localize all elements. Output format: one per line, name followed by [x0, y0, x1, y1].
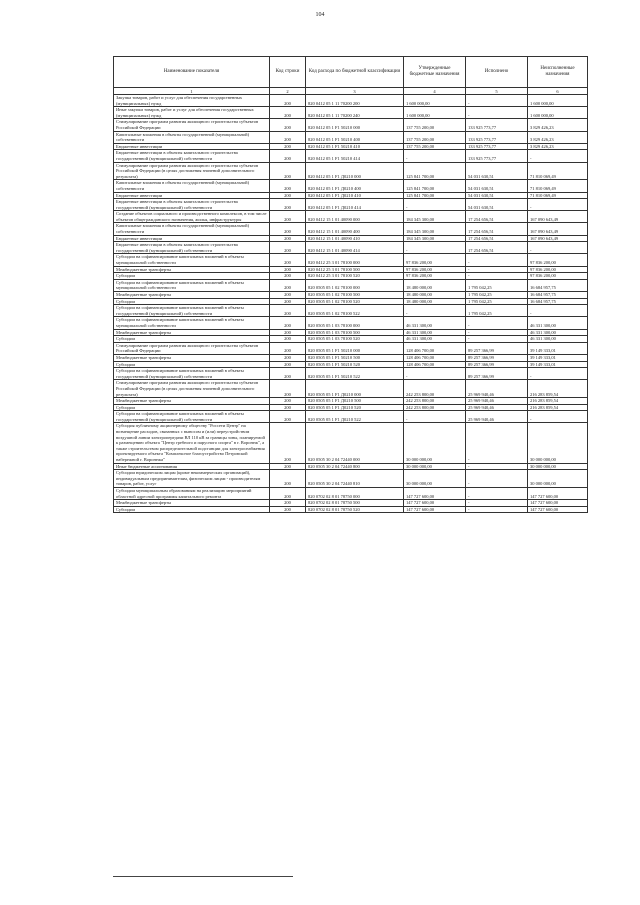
- approved-amount-cell: -: [404, 368, 466, 380]
- indicator-name-cell: Субсидии на софинансирование капитальных вложений в объекты муниципальной собственности: [114, 317, 270, 329]
- approved-amount-cell: 18 480 000,00: [404, 292, 466, 299]
- budget-code-cell: 820 0412 25 3 01 78100 500: [306, 266, 404, 273]
- budget-code-cell: 820 0505 05 1 F1 Д0210 000: [306, 380, 404, 398]
- line-code-cell: 200: [270, 488, 306, 500]
- indicator-name-cell: Субсидии на софинансирование капитальных вложений в объекты государственной (муниципальной) собственности: [114, 305, 270, 317]
- budget-code-cell: 820 0412 15 1 01 40090 400: [306, 223, 404, 235]
- table-row: [114, 199, 588, 211]
- indicator-name-cell: Бюджетные инвестиции: [114, 235, 270, 242]
- budget-code-cell: 820 0505 05 1 F1 50210 500: [306, 354, 404, 361]
- table-row: [114, 411, 588, 423]
- approved-amount-cell: 18 480 000,00: [404, 298, 466, 305]
- executed-amount-cell: 133 925 773,77: [466, 150, 528, 162]
- approved-amount-cell: 46 331 300,00: [404, 329, 466, 336]
- unexecuted-amount-cell: 97 836 200,00: [528, 266, 588, 273]
- line-code-cell: 200: [270, 380, 306, 398]
- indicator-name-cell: Субсидии на софинансирование капитальных вложений в объекты муниципальной собственности: [114, 254, 270, 266]
- table-row: [114, 223, 588, 235]
- approved-amount-cell: 147 727 600,00: [404, 500, 466, 507]
- indicator-name-cell: Стимулирование программ развития жилищного строительства субъектов Российской Федерации: [114, 342, 270, 354]
- approved-amount-cell: 30 000 000,00: [404, 470, 466, 488]
- approved-amount-cell: 184 345 300,00: [404, 235, 466, 242]
- budget-code-cell: 820 0505 05 1 F1 Д0210 520: [306, 404, 404, 411]
- table-row: [114, 211, 588, 223]
- table-row: [114, 336, 588, 343]
- table-row: [114, 107, 588, 119]
- header-approved: Утвержденные бюджетные назначения: [404, 57, 466, 88]
- table-row: [114, 305, 588, 317]
- table-row: [114, 368, 588, 380]
- indicator-name-cell: Межбюджетные трансферты: [114, 292, 270, 299]
- executed-amount-cell: -: [466, 423, 528, 463]
- unexecuted-amount-cell: 39 149 333,01: [528, 361, 588, 368]
- approved-amount-cell: -: [404, 305, 466, 317]
- indicator-name-cell: Бюджетные инвестиции в объекты капитального строительства государственной (муниципальной) собственности: [114, 199, 270, 211]
- executed-amount-cell: 25 969 940,46: [466, 404, 528, 411]
- table-row: [114, 361, 588, 368]
- column-number: 1: [114, 88, 270, 95]
- line-code-cell: 200: [270, 411, 306, 423]
- executed-amount-cell: 133 925 773,77: [466, 131, 528, 143]
- line-code-cell: 200: [270, 342, 306, 354]
- column-number: 5: [466, 88, 528, 95]
- unexecuted-amount-cell: 216 283 859,54: [528, 404, 588, 411]
- table-row: [114, 380, 588, 398]
- executed-amount-cell: -: [466, 506, 528, 513]
- line-code-cell: 200: [270, 506, 306, 513]
- indicator-name-cell: Капитальные вложения в объекты государственной (муниципальной) собственности: [114, 223, 270, 235]
- approved-amount-cell: 147 727 600,00: [404, 488, 466, 500]
- line-code-cell: 200: [270, 398, 306, 405]
- approved-amount-cell: 46 331 300,00: [404, 317, 466, 329]
- table-row: [114, 150, 588, 162]
- approved-amount-cell: -: [404, 411, 466, 423]
- executed-amount-cell: -: [466, 500, 528, 507]
- unexecuted-amount-cell: 71 810 069,49: [528, 162, 588, 180]
- budget-code-cell: 820 0412 05 1 F1 Д0210 410: [306, 192, 404, 199]
- indicator-name-cell: Капитальные вложения в объекты государственной (муниципальной) собственности: [114, 131, 270, 143]
- unexecuted-amount-cell: 3 829 426,23: [528, 143, 588, 150]
- executed-amount-cell: 25 969 940,46: [466, 380, 528, 398]
- budget-code-cell: 820 0505 05 1 F1 Д0210 500: [306, 398, 404, 405]
- unexecuted-amount-cell: 16 684 957,75: [528, 298, 588, 305]
- approved-amount-cell: 242 253 800,00: [404, 398, 466, 405]
- indicator-name-cell: Бюджетные инвестиции в объекты капитального строительства государственной (муниципальной) собственности: [114, 150, 270, 162]
- column-number-row: [114, 88, 588, 95]
- line-code-cell: 200: [270, 150, 306, 162]
- budget-code-cell: 820 0505 30 2 04 72440 800: [306, 463, 404, 470]
- executed-amount-cell: 89 257 366,99: [466, 342, 528, 354]
- line-code-cell: 200: [270, 361, 306, 368]
- unexecuted-amount-cell: 3 829 426,23: [528, 119, 588, 131]
- table-row: [114, 242, 588, 254]
- indicator-name-cell: Межбюджетные трансферты: [114, 398, 270, 405]
- indicator-name-cell: Субсидия публичному акционерному обществу "Россети Центр" на возмещение расходов, связанных с выносом и (или) переустройством воздушной линии электропередачи ВЛ 110 кВ за границы зоны, планируемой к размещению объекта "Центр гребного и парусного спорта" в г. Воронеж", а также строительством распределительной подстанции для электроснабжения проектируемого объекта "Комплексное благоустройство Петровской набережной г. Воронежа": [114, 423, 270, 463]
- unexecuted-amount-cell: 97 836 200,00: [528, 273, 588, 280]
- line-code-cell: 200: [270, 404, 306, 411]
- line-code-cell: 200: [270, 329, 306, 336]
- budget-code-cell: 820 0412 05 1 F1 Д0210 400: [306, 180, 404, 192]
- unexecuted-amount-cell: 46 331 300,00: [528, 329, 588, 336]
- executed-amount-cell: 25 969 940,46: [466, 398, 528, 405]
- approved-amount-cell: 242 253 800,00: [404, 380, 466, 398]
- indicator-name-cell: Бюджетные инвестиции: [114, 192, 270, 199]
- unexecuted-amount-cell: 3 829 426,23: [528, 131, 588, 143]
- line-code-cell: 200: [270, 211, 306, 223]
- executed-amount-cell: 25 969 940,46: [466, 411, 528, 423]
- line-code-cell: 200: [270, 354, 306, 361]
- table-row: [114, 470, 588, 488]
- executed-amount-cell: -: [466, 488, 528, 500]
- approved-amount-cell: -: [404, 150, 466, 162]
- line-code-cell: 200: [270, 95, 306, 107]
- unexecuted-amount-cell: 167 090 643,49: [528, 235, 588, 242]
- budget-code-cell: 820 0505 05 1 02 78100 500: [306, 292, 404, 299]
- indicator-name-cell: Стимулирование программ развития жилищного строительства субъектов Российской Федерации (в целях достижения значений дополнительного результата): [114, 162, 270, 180]
- budget-execution-table: [113, 56, 588, 513]
- budget-code-cell: 820 0505 05 1 03 78100 500: [306, 329, 404, 336]
- header-line-code: Код строки: [270, 57, 306, 88]
- executed-amount-cell: -: [466, 266, 528, 273]
- budget-code-cell: 820 0505 05 1 03 78100 000: [306, 317, 404, 329]
- unexecuted-amount-cell: -: [528, 242, 588, 254]
- executed-amount-cell: -: [466, 317, 528, 329]
- line-code-cell: 200: [270, 317, 306, 329]
- indicator-name-cell: Стимулирование программ развития жилищного строительства субъектов Российской Федерации (в целях достижения значений дополнительного результата): [114, 380, 270, 398]
- unexecuted-amount-cell: -: [528, 305, 588, 317]
- header-unexecuted: Неисполненные назначения: [528, 57, 588, 88]
- line-code-cell: 200: [270, 180, 306, 192]
- executed-amount-cell: -: [466, 254, 528, 266]
- budget-code-cell: 820 0505 30 2 04 72440 810: [306, 470, 404, 488]
- indicator-name-cell: Субсидии: [114, 506, 270, 513]
- indicator-name-cell: Стимулирование программ развития жилищного строительства субъектов Российской Федерации: [114, 119, 270, 131]
- indicator-name-cell: Субсидии на софинансирование капитальных вложений в объекты государственной (муниципальной) собственности: [114, 411, 270, 423]
- executed-amount-cell: 54 031 630,51: [466, 192, 528, 199]
- approved-amount-cell: 1 600 000,00: [404, 95, 466, 107]
- indicator-name-cell: Субсидии: [114, 361, 270, 368]
- header-executed: Исполнено: [466, 57, 528, 88]
- unexecuted-amount-cell: 46 331 300,00: [528, 317, 588, 329]
- indicator-name-cell: Субсидии: [114, 273, 270, 280]
- approved-amount-cell: 97 836 200,00: [404, 254, 466, 266]
- column-number: 4: [404, 88, 466, 95]
- executed-amount-cell: -: [466, 336, 528, 343]
- column-number: 6: [528, 88, 588, 95]
- budget-code-cell: 820 0412 15 1 01 40090 414: [306, 242, 404, 254]
- line-code-cell: 200: [270, 192, 306, 199]
- table-row: [114, 192, 588, 199]
- table-row: [114, 143, 588, 150]
- line-code-cell: 200: [270, 273, 306, 280]
- executed-amount-cell: 89 257 366,99: [466, 354, 528, 361]
- line-code-cell: 200: [270, 279, 306, 291]
- unexecuted-amount-cell: 71 810 069,49: [528, 192, 588, 199]
- indicator-name-cell: Межбюджетные трансферты: [114, 500, 270, 507]
- unexecuted-amount-cell: 30 000 000,00: [528, 470, 588, 488]
- approved-amount-cell: 128 406 700,00: [404, 354, 466, 361]
- indicator-name-cell: Межбюджетные трансферты: [114, 354, 270, 361]
- executed-amount-cell: -: [466, 463, 528, 470]
- budget-code-cell: 820 0412 05 1 F1 Д0210 000: [306, 162, 404, 180]
- line-code-cell: 200: [270, 235, 306, 242]
- table-row: [114, 342, 588, 354]
- indicator-name-cell: Бюджетные инвестиции: [114, 143, 270, 150]
- unexecuted-amount-cell: -: [528, 411, 588, 423]
- header-budget-code: Код расхода по бюджетной классификации: [306, 57, 404, 88]
- budget-code-cell: 820 0412 05 1 11 70200 200: [306, 95, 404, 107]
- executed-amount-cell: 1 795 042,25: [466, 305, 528, 317]
- executed-amount-cell: 17 254 656,51: [466, 242, 528, 254]
- executed-amount-cell: 54 031 630,51: [466, 180, 528, 192]
- line-code-cell: 200: [270, 162, 306, 180]
- approved-amount-cell: 125 841 700,00: [404, 180, 466, 192]
- footnote-divider: [113, 876, 293, 877]
- indicator-name-cell: Закупка товаров, работ и услуг для обеспечения государственных (муниципальных) нужд: [114, 95, 270, 107]
- line-code-cell: 200: [270, 107, 306, 119]
- approved-amount-cell: 97 836 200,00: [404, 266, 466, 273]
- unexecuted-amount-cell: 71 810 069,49: [528, 180, 588, 192]
- approved-amount-cell: 125 841 700,00: [404, 192, 466, 199]
- page-number: 104: [315, 12, 325, 18]
- executed-amount-cell: 133 925 773,77: [466, 119, 528, 131]
- column-number: 2: [270, 88, 306, 95]
- table-row: [114, 292, 588, 299]
- unexecuted-amount-cell: 39 149 333,01: [528, 342, 588, 354]
- approved-amount-cell: 18 480 000,00: [404, 279, 466, 291]
- approved-amount-cell: 242 253 800,00: [404, 404, 466, 411]
- executed-amount-cell: 1 795 042,25: [466, 298, 528, 305]
- approved-amount-cell: -: [404, 199, 466, 211]
- unexecuted-amount-cell: -: [528, 199, 588, 211]
- indicator-name-cell: Субсидии: [114, 298, 270, 305]
- indicator-name-cell: Иные бюджетные ассигнования: [114, 463, 270, 470]
- unexecuted-amount-cell: 147 727 600,00: [528, 488, 588, 500]
- line-code-cell: 200: [270, 254, 306, 266]
- unexecuted-amount-cell: -: [528, 368, 588, 380]
- line-code-cell: 200: [270, 423, 306, 463]
- approved-amount-cell: 147 727 600,00: [404, 506, 466, 513]
- table-row: [114, 404, 588, 411]
- budget-code-cell: 820 0412 15 1 01 40090 000: [306, 211, 404, 223]
- approved-amount-cell: -: [404, 242, 466, 254]
- approved-amount-cell: 30 000 000,00: [404, 423, 466, 463]
- table-row: [114, 317, 588, 329]
- budget-code-cell: 820 0412 05 1 F1 50210 414: [306, 150, 404, 162]
- table-row: [114, 506, 588, 513]
- unexecuted-amount-cell: 167 090 643,49: [528, 223, 588, 235]
- approved-amount-cell: 137 755 200,00: [404, 143, 466, 150]
- budget-code-cell: 820 0412 25 3 01 78100 520: [306, 273, 404, 280]
- table-row: [114, 119, 588, 131]
- unexecuted-amount-cell: 30 000 000,00: [528, 463, 588, 470]
- indicator-name-cell: Межбюджетные трансферты: [114, 266, 270, 273]
- header-indicator-name: Наименование показателя: [114, 57, 270, 88]
- table-row: [114, 423, 588, 463]
- table-row: [114, 463, 588, 470]
- table-row: [114, 398, 588, 405]
- line-code-cell: 200: [270, 119, 306, 131]
- line-code-cell: 200: [270, 500, 306, 507]
- table-row: [114, 180, 588, 192]
- approved-amount-cell: 30 000 000,00: [404, 463, 466, 470]
- column-number: 3: [306, 88, 404, 95]
- budget-code-cell: 820 0505 05 1 F1 50210 522: [306, 368, 404, 380]
- table-row: [114, 254, 588, 266]
- line-code-cell: 200: [270, 199, 306, 211]
- executed-amount-cell: 133 925 773,77: [466, 143, 528, 150]
- budget-code-cell: 820 0412 05 1 F1 50210 400: [306, 131, 404, 143]
- unexecuted-amount-cell: 216 283 859,54: [528, 380, 588, 398]
- budget-code-cell: 820 0505 05 1 F1 50210 000: [306, 342, 404, 354]
- executed-amount-cell: -: [466, 329, 528, 336]
- budget-code-cell: 820 0505 05 1 03 78100 520: [306, 336, 404, 343]
- executed-amount-cell: 54 031 630,51: [466, 199, 528, 211]
- budget-code-cell: 820 0505 30 2 04 72440 000: [306, 423, 404, 463]
- unexecuted-amount-cell: 16 684 957,75: [528, 279, 588, 291]
- unexecuted-amount-cell: 39 149 333,01: [528, 354, 588, 361]
- table-row: [114, 235, 588, 242]
- indicator-name-cell: Субсидии на софинансирование капитальных вложений в объекты муниципальной собственности: [114, 279, 270, 291]
- budget-code-cell: 820 0505 05 1 02 78100 000: [306, 279, 404, 291]
- unexecuted-amount-cell: 46 331 300,00: [528, 336, 588, 343]
- table-row: [114, 329, 588, 336]
- budget-code-cell: 820 0505 05 1 02 78100 520: [306, 298, 404, 305]
- unexecuted-amount-cell: 97 836 200,00: [528, 254, 588, 266]
- budget-code-cell: 820 0412 05 1 11 70200 240: [306, 107, 404, 119]
- executed-amount-cell: -: [466, 107, 528, 119]
- indicator-name-cell: Бюджетные инвестиции в объекты капитального строительства государственной (муниципальной) собственности: [114, 242, 270, 254]
- line-code-cell: 200: [270, 242, 306, 254]
- table-row: [114, 298, 588, 305]
- unexecuted-amount-cell: -: [528, 150, 588, 162]
- budget-code-cell: 820 0412 05 1 F1 50210 410: [306, 143, 404, 150]
- executed-amount-cell: 17 254 656,51: [466, 223, 528, 235]
- approved-amount-cell: 1 600 000,00: [404, 107, 466, 119]
- line-code-cell: 200: [270, 266, 306, 273]
- budget-code-cell: 820 0505 05 1 F1 50210 520: [306, 361, 404, 368]
- indicator-name-cell: Субсидии: [114, 404, 270, 411]
- line-code-cell: 200: [270, 131, 306, 143]
- line-code-cell: 200: [270, 336, 306, 343]
- line-code-cell: 200: [270, 143, 306, 150]
- executed-amount-cell: 89 257 366,99: [466, 368, 528, 380]
- approved-amount-cell: 137 755 200,00: [404, 119, 466, 131]
- approved-amount-cell: 137 755 200,00: [404, 131, 466, 143]
- executed-amount-cell: -: [466, 470, 528, 488]
- budget-code-cell: 820 0702 02 8 01 78750 500: [306, 500, 404, 507]
- line-code-cell: 200: [270, 305, 306, 317]
- line-code-cell: 200: [270, 298, 306, 305]
- table-row: [114, 131, 588, 143]
- unexecuted-amount-cell: 1 600 000,00: [528, 95, 588, 107]
- executed-amount-cell: 54 031 630,51: [466, 162, 528, 180]
- unexecuted-amount-cell: 147 727 600,00: [528, 506, 588, 513]
- unexecuted-amount-cell: 147 727 600,00: [528, 500, 588, 507]
- indicator-name-cell: Субсидии юридическим лицам (кроме некоммерческих организаций), индивидуальным предпринимателям, физическим лицам - производителям товаров, работ, услуг: [114, 470, 270, 488]
- budget-code-cell: 820 0702 02 8 01 78750 000: [306, 488, 404, 500]
- line-code-cell: 200: [270, 223, 306, 235]
- line-code-cell: 200: [270, 292, 306, 299]
- table-header-row: [114, 57, 588, 88]
- executed-amount-cell: 1 795 042,25: [466, 292, 528, 299]
- indicator-name-cell: Субсидии: [114, 336, 270, 343]
- budget-code-cell: 820 0702 02 8 01 78750 520: [306, 506, 404, 513]
- executed-amount-cell: 17 254 656,51: [466, 235, 528, 242]
- approved-amount-cell: 128 406 700,00: [404, 342, 466, 354]
- budget-code-cell: 820 0505 05 1 02 78100 522: [306, 305, 404, 317]
- table-row: [114, 500, 588, 507]
- table-row: [114, 279, 588, 291]
- unexecuted-amount-cell: 1 600 000,00: [528, 107, 588, 119]
- table-body: [114, 95, 588, 513]
- approved-amount-cell: 184 345 300,00: [404, 223, 466, 235]
- budget-code-cell: 820 0412 25 3 01 78100 000: [306, 254, 404, 266]
- unexecuted-amount-cell: 30 000 000,00: [528, 423, 588, 463]
- approved-amount-cell: 97 836 200,00: [404, 273, 466, 280]
- executed-amount-cell: 1 795 042,25: [466, 279, 528, 291]
- indicator-name-cell: Иные закупки товаров, работ и услуг для обеспечения государственных (муниципальных) нужд: [114, 107, 270, 119]
- budget-code-cell: 820 0412 15 1 01 40090 410: [306, 235, 404, 242]
- line-code-cell: 200: [270, 368, 306, 380]
- unexecuted-amount-cell: 216 283 859,54: [528, 398, 588, 405]
- table-row: [114, 273, 588, 280]
- indicator-name-cell: Субсидии муниципальным образованиям на реализацию мероприятий областной адресной программы капитального ремонта: [114, 488, 270, 500]
- budget-code-cell: 820 0505 05 1 F1 Д0210 522: [306, 411, 404, 423]
- table-row: [114, 95, 588, 107]
- table-row: [114, 266, 588, 273]
- indicator-name-cell: Межбюджетные трансферты: [114, 329, 270, 336]
- indicator-name-cell: Субсидии на софинансирование капитальных вложений в объекты государственной (муниципальной) собственности: [114, 368, 270, 380]
- executed-amount-cell: 89 257 366,99: [466, 361, 528, 368]
- line-code-cell: 200: [270, 470, 306, 488]
- approved-amount-cell: 184 345 300,00: [404, 211, 466, 223]
- unexecuted-amount-cell: 16 684 957,75: [528, 292, 588, 299]
- indicator-name-cell: Создание объектов социального и производственного комплексов, в том числе объектов общегражданского назначения, жилья, инфраструктуры: [114, 211, 270, 223]
- approved-amount-cell: 125 841 700,00: [404, 162, 466, 180]
- executed-amount-cell: -: [466, 95, 528, 107]
- table-row: [114, 488, 588, 500]
- executed-amount-cell: -: [466, 273, 528, 280]
- table-row: [114, 354, 588, 361]
- table-row: [114, 162, 588, 180]
- executed-amount-cell: 17 254 656,51: [466, 211, 528, 223]
- approved-amount-cell: 46 331 300,00: [404, 336, 466, 343]
- budget-code-cell: 820 0412 05 1 F1 50210 000: [306, 119, 404, 131]
- indicator-name-cell: Капитальные вложения в объекты государственной (муниципальной) собственности: [114, 180, 270, 192]
- unexecuted-amount-cell: 167 090 643,49: [528, 211, 588, 223]
- line-code-cell: 200: [270, 463, 306, 470]
- approved-amount-cell: 128 406 700,00: [404, 361, 466, 368]
- budget-code-cell: 820 0412 05 1 F1 Д0210 414: [306, 199, 404, 211]
